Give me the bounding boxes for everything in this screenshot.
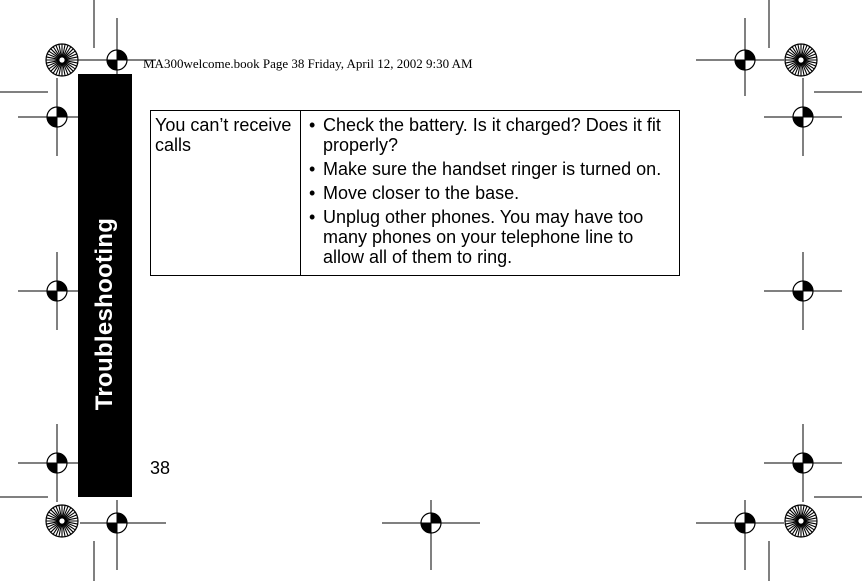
problem-cell: You can’t receive calls: [151, 111, 301, 276]
solution-list: [309, 115, 675, 267]
solution-text: Move closer to the base.: [323, 183, 520, 203]
page-number: 38: [150, 458, 171, 478]
bullet-icon: •: [309, 207, 316, 227]
bullet-icon: •: [309, 183, 316, 203]
solution-text: Unplug other phones. You may have too many phones on your telephone line to allow all of them to ring.: [323, 207, 644, 267]
section-side-tab: [78, 74, 132, 497]
list-item: [309, 207, 675, 267]
table-row: [151, 111, 680, 276]
star-target-bottom-right: [785, 505, 817, 537]
section-tab-label: Troubleshooting: [91, 217, 118, 411]
star-target-bottom-left: [46, 505, 78, 537]
solution-cell: [301, 111, 680, 276]
troubleshooting-table: [150, 110, 680, 276]
solution-text: Check the battery. Is it charged? Does it fit properly?: [323, 115, 661, 155]
solution-text: Make sure the handset ringer is turned on.: [323, 159, 662, 179]
star-target-top-right: [785, 44, 817, 76]
star-target-top-left: [46, 44, 78, 76]
bullet-icon: •: [309, 115, 316, 135]
print-info-header: MA300welcome.book Page 38 Friday, April 12, 2002 9:30 AM: [143, 56, 473, 71]
list-item: [309, 115, 675, 155]
bullet-icon: •: [309, 159, 316, 179]
list-item: [309, 159, 675, 179]
list-item: [309, 183, 675, 203]
